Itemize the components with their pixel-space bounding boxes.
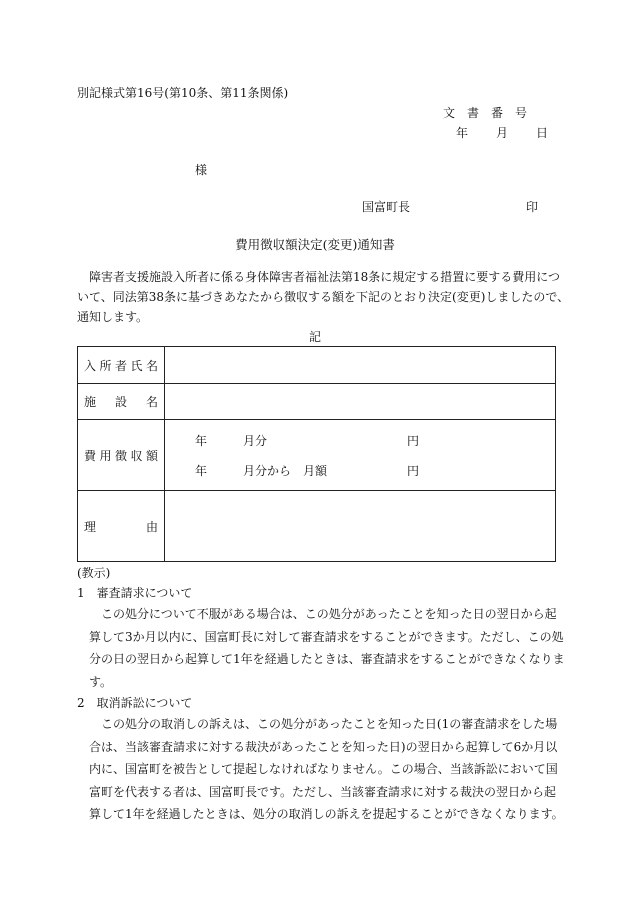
name-value-cell[interactable] <box>165 347 556 384</box>
table-row <box>78 420 556 491</box>
table-row <box>78 491 556 562</box>
instruction-item-1-line: 算して3か月以内に、国富町長に対して審査請求をすることができます。ただし、この処 <box>89 629 564 644</box>
reason-value-cell[interactable] <box>165 491 556 562</box>
instruction-item-1-title: 1 審査請求について <box>77 586 193 600</box>
form-label: 別記様式第16号(第10条、第11条関係) <box>77 86 289 100</box>
fee2-monthly: 月額 <box>303 464 328 478</box>
instruction-item-2-line: 合は、当該審査請求に対する裁決があったことを知った日)の翌日から起算して6か月以 <box>89 739 558 754</box>
body-line: いて、同法第38条に基づきあなたから徴収する額を下記のとおり決定(変更)しましたので、 <box>77 290 570 304</box>
instructions-heading: (教示) <box>77 566 111 580</box>
instruction-item-2-line: この処分の取消しの訴えは、この処分があったことを知った日(1の審査請求をした場 <box>101 717 558 731</box>
issuer-name: 国富町長 <box>362 200 411 214</box>
document-date <box>456 124 548 141</box>
date-year-label: 年 <box>456 126 469 140</box>
info-table <box>77 346 556 562</box>
fee1-month: 月分 <box>243 434 268 448</box>
document-number-label: 文 書 番 号 <box>443 106 528 120</box>
seal-mark: 印 <box>526 200 539 214</box>
facility-label: 施 設 名 <box>84 395 158 409</box>
instruction-item-1-line: す。 <box>89 674 113 689</box>
facility-label-cell <box>78 384 165 420</box>
instruction-item-2-line: 富町を代表する者は、国富町長です。ただし、当該審査請求に対する裁決の翌日から起 <box>89 784 557 799</box>
table-row <box>78 347 556 384</box>
fee1-year: 年 <box>195 434 208 448</box>
instruction-item-2-line: 算して1年を経過したときは、処分の取消しの訴えを提起することができなくなります。 <box>89 807 564 821</box>
table-row <box>78 384 556 420</box>
document-title: 費用徴収額決定(変更)通知書 <box>235 237 395 252</box>
body-line: 通知します。 <box>77 310 149 324</box>
name-label-cell <box>78 347 165 384</box>
body-paragraph <box>77 267 570 327</box>
instructions-section <box>77 563 565 826</box>
fee2-year: 年 <box>195 464 208 478</box>
instruction-item-2-title: 2 取消訴訟について <box>77 696 193 710</box>
name-label: 入 所 者 氏 名 <box>84 358 158 373</box>
reason-label-cell <box>78 491 165 562</box>
fee-value-cell[interactable] <box>165 420 556 491</box>
body-line: 障害者支援施設入所者に係る身体障害者福祉法第18条に規定する措置に要する費用につ <box>89 270 561 284</box>
addressee-honorific: 様 <box>195 163 208 177</box>
fee2-yen: 円 <box>407 464 420 478</box>
fee-label-cell <box>78 420 165 491</box>
fee2-month-from: 月分から <box>243 464 292 478</box>
fee1-yen: 円 <box>407 434 420 448</box>
instruction-item-2-line: 内に、国富町を被告として提起しなければなりません。この場合、当該訴訟において国 <box>89 762 558 776</box>
instruction-item-1-line: この処分について不服がある場合は、この処分があったことを知った日の翌日から起 <box>101 607 557 621</box>
instruction-item-1-line: 分の日の翌日から起算して1年を経過したときは、審査請求をすることができなくなりま <box>89 652 565 666</box>
reason-label: 理 由 <box>84 519 158 534</box>
date-day-label: 日 <box>536 126 549 140</box>
facility-value-cell[interactable] <box>165 384 556 420</box>
date-month-label: 月 <box>496 126 509 140</box>
record-mark: 記 <box>308 330 321 344</box>
fee-label: 費 用 徴 収 額 <box>84 448 158 463</box>
